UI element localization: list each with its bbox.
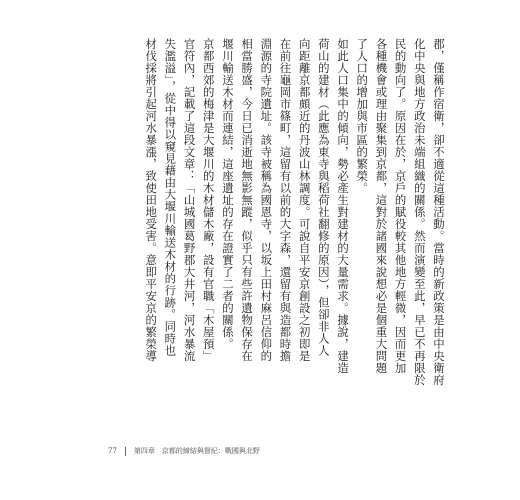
text-column: 失濫溢」，從中得以窺見藉由大堰川輸送木材的行跡。同時也 [163,38,178,357]
text-column: 淵源的寺院遺址。該寺被稱為國恩寺，以坂上田村麻呂信仰的 [259,38,274,362]
chapter-title: 第四章 京都的締結與督紀：戰國與北野 [133,447,260,455]
text-column: 向距離京都頗近的丹波山林調度。可說自平安京創設之初即是 [297,38,312,362]
text-column: 了人口的增加與市區的繁榮。 [355,38,370,194]
text-column: 在前往龜岡市篠町，這留有以前的大字森，還留有與造都時擔 [278,38,293,362]
page-number: 77 [108,447,117,455]
text-column: 化中央與地方政治未端組織的關係。然而演變至此，早已不再限於 [412,38,427,386]
vertical-text-block [108,38,448,438]
text-column: 如此人口集中的傾向，勢必產生對建材的大量需求。據說，建造 [336,38,351,374]
text-column: 郡，僅稱作宿衛，卻不適從這種活動。當時的新政策是由中央衛府 [432,38,446,386]
text-column: 相當勝盛，今日已消逝地無影無蹤，似乎只有些許遺物保存在 [240,38,255,362]
text-column: 京都西郊的梅津是大堰川的木材儲木廠，設有官職「木屋預」 [201,38,216,362]
footer-divider [125,447,126,456]
page-footer [108,446,260,456]
text-column: 材伐採將引起河水暴漲，致使田地受害。意即平安京的繁榮導 [144,38,159,362]
text-column: 荷山的建材（此應為東寺與稻荷社翻修的原因），但卻非人人 [316,38,331,357]
text-column: 堰川輸送木材而連結，這座遺址的存在證實了二者的關係。 [220,38,235,350]
text-column: 官符內，記載了這段文章：「山城國葛野郡大井河，河水暴流 [182,38,197,362]
text-column: 民的動向了。原因在於，京戶的賦役較其他地方輕微，因而更加 [393,38,408,374]
text-column: 各種機會或理由聚集到京都，這對於諸國來說想必是個重大問題 [374,38,389,374]
